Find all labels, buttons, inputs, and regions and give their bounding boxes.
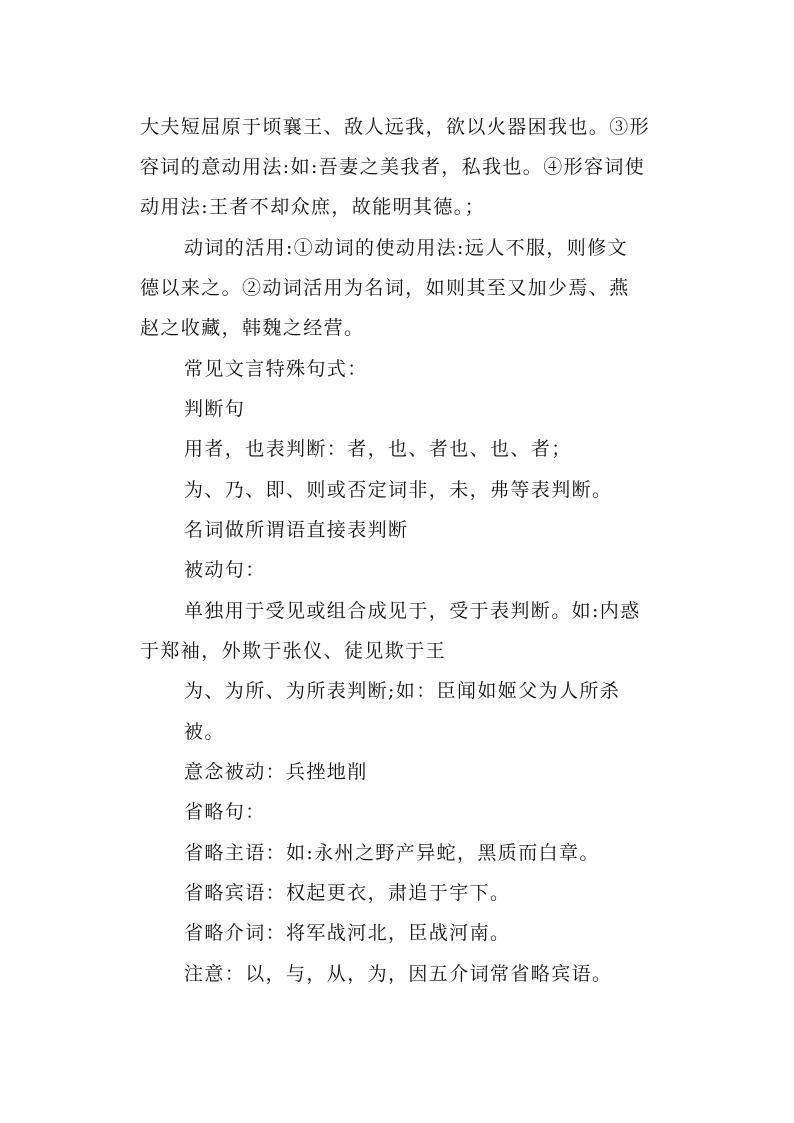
paragraph-line: 动用法:王者不却众庶，故能明其德。； bbox=[140, 196, 486, 218]
section-heading: 常见文言特殊句式： bbox=[184, 358, 368, 380]
paragraph-line: 名词做所谓语直接表判断 bbox=[184, 519, 409, 541]
paragraph-line: 大夫短屈原于顷襄王、敌人远我，欲以火器困我也。③形 bbox=[140, 116, 651, 138]
paragraph-line: 用者，也表判断：者，也、者也、也、者； bbox=[184, 438, 572, 460]
paragraph-line: 动词的活用:①动词的使动用法:远人不服，则修文 bbox=[184, 237, 629, 259]
paragraph-line: 注意：以，与，从，为，因五介词常省略宾语。 bbox=[184, 963, 613, 985]
paragraph-line: 被。 bbox=[184, 721, 225, 743]
section-heading: 被动句： bbox=[184, 559, 266, 581]
paragraph-line: 省略宾语：权起更衣，肃追于宇下。 bbox=[184, 882, 511, 904]
paragraph-line: 于郑袖，外欺于张仪、徒见欺于王 bbox=[140, 640, 447, 662]
paragraph-line: 为、为所、为所表判断;如：臣闻如姬父为人所杀 bbox=[184, 680, 621, 702]
section-heading: 判断句 bbox=[184, 398, 246, 420]
paragraph-line: 容词的意动用法:如:吾妻之美我者，私我也。④形容词使 bbox=[140, 156, 646, 178]
paragraph-line: 省略主语：如:永州之野产异蛇，黑质而白章。 bbox=[184, 842, 600, 864]
paragraph-line: 赵之收藏，韩魏之经营。 bbox=[140, 317, 365, 339]
paragraph-line: 省略介词：将军战河北，臣战河南。 bbox=[184, 922, 511, 944]
paragraph-line: 为、乃、即、则或否定词非，未，弗等表判断。 bbox=[184, 479, 613, 501]
section-heading: 省略句： bbox=[184, 801, 266, 823]
paragraph-line: 德以来之。②动词活用为名词，如则其至又加少焉、燕 bbox=[140, 277, 630, 299]
paragraph-line: 意念被动：兵挫地削 bbox=[184, 761, 368, 783]
paragraph-line: 单独用于受见或组合成见于，受于表判断。如:内惑 bbox=[184, 600, 641, 622]
